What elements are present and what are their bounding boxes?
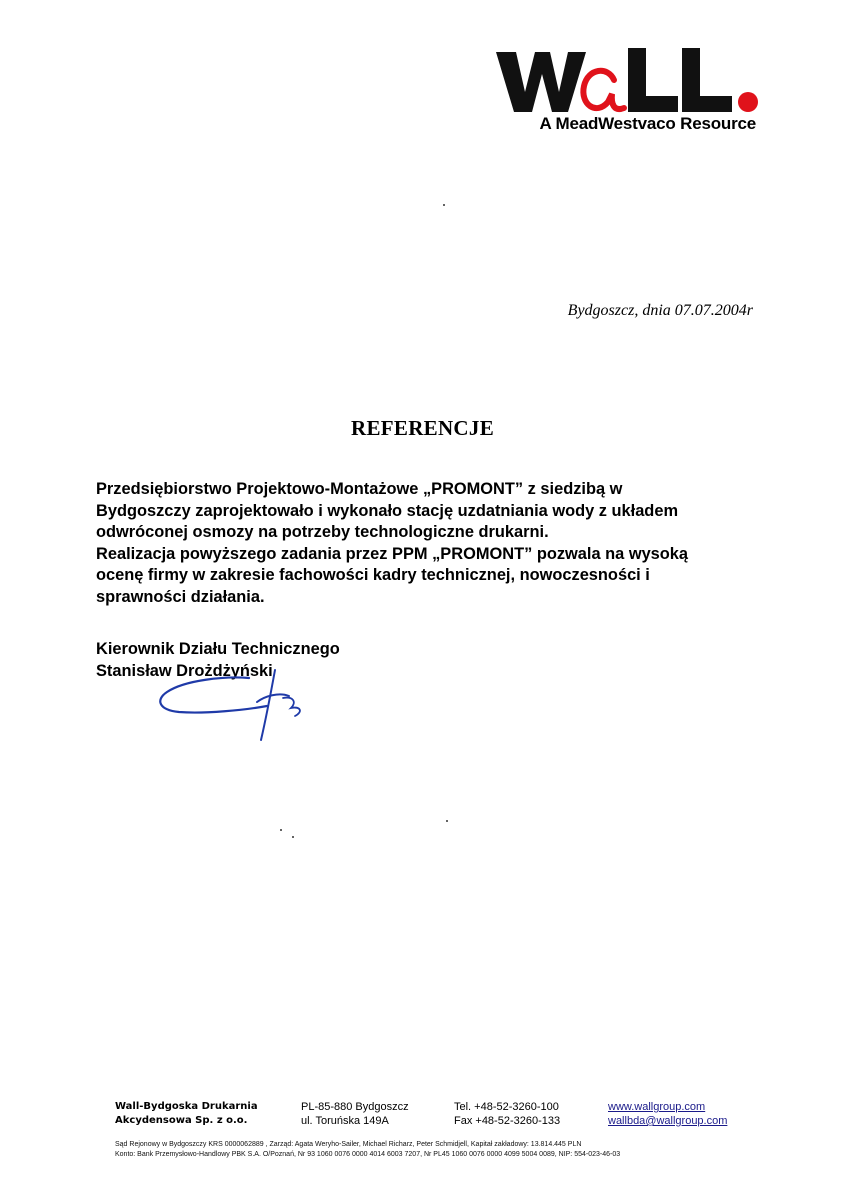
phone-number: Tel. +48-52-3260-100 xyxy=(454,1101,559,1113)
company-name-line2: Akcydensowa Sp. z o.o. xyxy=(115,1115,248,1126)
legal-line: Konto: Bank Przemysłowo-Handlowy PBK S.A. O/Poznań, Nr 93 1060 0076 0000 4014 6003 7207, Nr PL45 1060 0076 0000 4099 5004 0089, NIP: 554-023-46-03 xyxy=(115,1150,621,1158)
handwritten-signature xyxy=(155,662,315,746)
legal-line: Sąd Rejonowy w Bydgoszczy KRS 0000062889 , Zarząd: Agata Weryho-Sailer, Michael Richarz, Peter Schmidjell, Kapitał zakładowy: 13.814.445 PLN xyxy=(115,1141,582,1148)
footer-contact xyxy=(454,1100,560,1128)
body-line: Bydgoszczy zaprojektowało i wykonało stację uzdatniania wody z układem xyxy=(96,501,679,520)
scan-speck xyxy=(280,829,282,831)
scan-speck xyxy=(443,204,445,206)
footer-web xyxy=(608,1100,727,1128)
website-link[interactable]: www.wallgroup.com xyxy=(608,1101,706,1113)
body-line: sprawności działania. xyxy=(96,587,265,606)
fax-number: Fax +48-52-3260-133 xyxy=(454,1115,561,1127)
logo-tagline: A MeadWestvaco Resource xyxy=(539,114,756,133)
document-title: REFERENCJE xyxy=(350,416,495,440)
place-and-date: Bydgoszcz, dnia 07.07.2004r xyxy=(567,302,753,319)
address-line2: ul. Toruńska 149A xyxy=(301,1115,389,1127)
company-name-line1: Wall-Bydgoska Drukarnia xyxy=(115,1101,258,1112)
wall-logo-wordmark xyxy=(496,46,758,116)
scan-speck xyxy=(292,836,294,838)
scan-speck xyxy=(446,820,448,822)
body-line: ocenę firmy w zakresie fachowości kadry technicznej, nowoczesności i xyxy=(96,566,650,585)
signatory-role: Kierownik Działu Technicznego xyxy=(96,640,340,658)
letter-body xyxy=(96,479,736,609)
body-line: Realizacja powyższego zadania przez PPM „PROMONT” pozwala na wysoką xyxy=(96,544,689,563)
body-line: Przedsiębiorstwo Projektowo-Montażowe „PROMONT” z siedzibą w xyxy=(96,480,623,498)
email-link[interactable]: wallbda@wallgroup.com xyxy=(608,1115,728,1127)
company-logo xyxy=(486,46,756,138)
body-line: odwróconej osmozy na potrzeby technologiczne drukarni. xyxy=(96,523,549,542)
signatory-name: Stanisław Drożdżyński xyxy=(96,661,273,680)
footer-company xyxy=(115,1100,258,1128)
address-line1: PL-85-880 Bydgoszcz xyxy=(301,1101,409,1113)
footer-address xyxy=(301,1100,409,1128)
legal-notice xyxy=(115,1140,755,1159)
